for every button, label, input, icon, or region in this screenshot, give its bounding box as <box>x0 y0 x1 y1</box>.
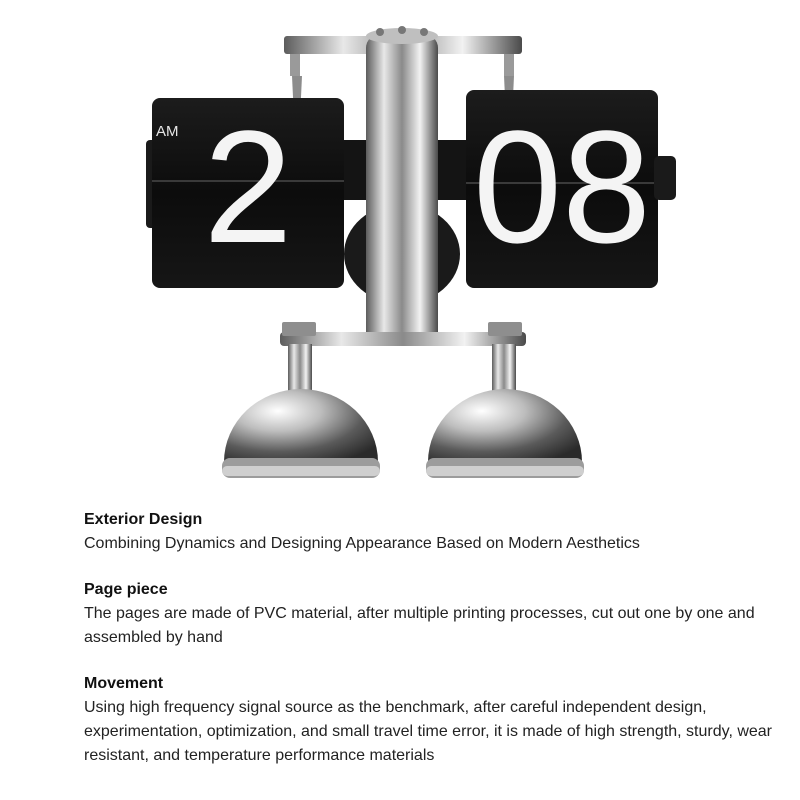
spec-page-piece <box>84 578 774 650</box>
spec-title: Movement <box>84 675 164 692</box>
spec-title: Exterior Design <box>84 511 203 528</box>
meridiem-label: AM <box>156 123 179 140</box>
hour-digit: 2 <box>203 97 293 276</box>
spec-body: Combining Dynamics and Designing Appearance Based on Modern Aesthetics <box>84 535 640 552</box>
spec-body: Using high frequency signal source as the benchmark, after careful independent design, experimentation, optimization, and small travel time error, it is made of high strength, sturdy, wear resistant, and temperature performance materials <box>84 699 773 764</box>
spec-movement <box>84 672 774 768</box>
hour-flip-drum <box>146 97 344 288</box>
left-dome-foot <box>222 344 380 478</box>
minute-digits: 08 <box>473 97 651 276</box>
central-pillar <box>366 26 438 344</box>
minute-flip-drum <box>466 90 676 288</box>
spec-exterior-design <box>84 508 774 556</box>
spec-title: Page piece <box>84 581 168 598</box>
spec-body: The pages are made of PVC material, after multiple printing processes, cut out one by one and assembled by hand <box>84 605 755 646</box>
product-specs <box>84 508 774 790</box>
right-dome-foot <box>426 344 584 478</box>
